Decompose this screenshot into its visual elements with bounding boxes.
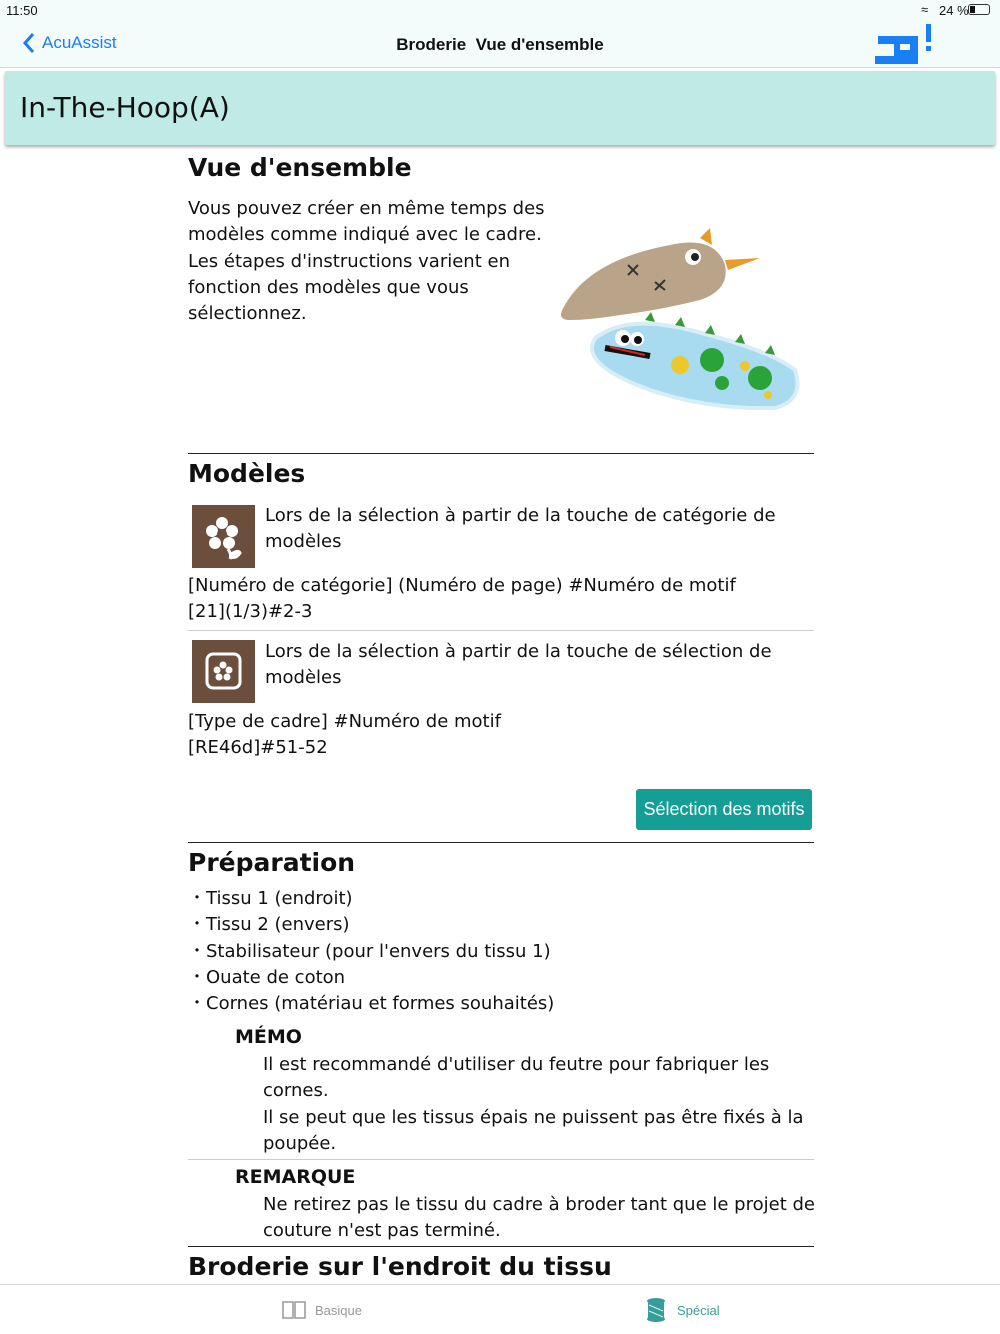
embroidery-front-heading: Broderie sur l'endroit du tissu bbox=[188, 1252, 612, 1281]
wifi-icon: ≈ bbox=[921, 2, 929, 17]
list-item: ・Tissu 2 (envers) bbox=[188, 914, 350, 936]
model-item-2-description: Lors de la sélection à partir de la touche de sélection de modèles bbox=[265, 641, 772, 689]
status-bar bbox=[0, 0, 1000, 22]
item-divider bbox=[188, 630, 814, 631]
pattern-select-icon bbox=[192, 640, 255, 703]
monster-illustration bbox=[550, 220, 810, 420]
text-line: Les étapes d'instructions varient en bbox=[188, 250, 510, 272]
overview-text bbox=[188, 196, 545, 327]
overview-heading: Vue d'ensemble bbox=[188, 153, 412, 182]
model-item-2-value: [RE46d]#51-52 bbox=[188, 737, 328, 759]
list-item: ・Cornes (matériau et formes souhaités) bbox=[188, 993, 555, 1015]
remark-text: Ne retirez pas le tissu du cadre à broder tant que le projet de couture n'est pas terminé. bbox=[263, 1194, 815, 1242]
model-item-1-format: [Numéro de catégorie] (Numéro de page) #Numéro de motif [21](1/3)#2-3 bbox=[188, 573, 736, 626]
model-item-1-description: Lors de la sélection à partir de la touche de catégorie de modèles bbox=[265, 505, 776, 553]
flower-category-icon bbox=[192, 505, 255, 568]
item-divider bbox=[188, 1159, 814, 1160]
pattern-selection-button[interactable]: Sélection des motifs bbox=[636, 789, 812, 830]
battery-icon bbox=[968, 4, 990, 15]
list-item: ・Tissu 1 (endroit) bbox=[188, 888, 353, 909]
memo-text: Il est recommandé d'utiliser du feutre pour fabriquer les cornes. Il se peut que les tissus épais ne puissent pas être fixés à la poupée. bbox=[263, 1054, 804, 1154]
text-line: fonction des modèles que vous bbox=[188, 276, 469, 298]
tab-basique[interactable]: Basique bbox=[282, 1300, 362, 1320]
back-label: AcuAssist bbox=[42, 33, 117, 52]
text-line: modèles comme indiqué avec le cadre. bbox=[188, 224, 542, 246]
tab-special[interactable]: Spécial bbox=[646, 1297, 720, 1323]
text-line: Vous pouvez créer en même temps des bbox=[188, 198, 545, 219]
section-divider bbox=[188, 842, 814, 843]
book-icon bbox=[282, 1300, 306, 1320]
remark-title: REMARQUE bbox=[235, 1166, 356, 1188]
section-divider bbox=[188, 1246, 814, 1247]
sewing-machine-help-icon[interactable] bbox=[874, 22, 936, 66]
model-item-1-value: [21](1/3)#2-3 bbox=[188, 601, 313, 623]
status-time: 11:50 bbox=[6, 3, 38, 18]
page-title: Broderie Vue d'ensemble bbox=[396, 35, 604, 54]
tab-bar bbox=[0, 1284, 1000, 1334]
preparation-heading: Préparation bbox=[188, 848, 356, 877]
preparation-list bbox=[188, 886, 554, 1017]
navigation-bar bbox=[0, 22, 1000, 68]
text-line: sélectionnez. bbox=[188, 303, 307, 325]
list-item: ・Stabilisateur (pour l'envers du tissu 1) bbox=[188, 940, 551, 962]
model-item-2-format: [Type de cadre] #Numéro de motif [RE46d]#51-52 bbox=[188, 709, 501, 762]
memo-title: MÉMO bbox=[235, 1026, 302, 1048]
title-banner bbox=[5, 71, 995, 145]
thread-spool-icon bbox=[646, 1297, 666, 1323]
banner-title: In-The-Hoop(A) bbox=[20, 91, 230, 124]
battery-percent: 24 % bbox=[939, 3, 969, 18]
section-divider bbox=[188, 453, 814, 454]
list-item: ・Ouate de coton bbox=[188, 966, 346, 988]
models-heading: Modèles bbox=[188, 459, 306, 488]
